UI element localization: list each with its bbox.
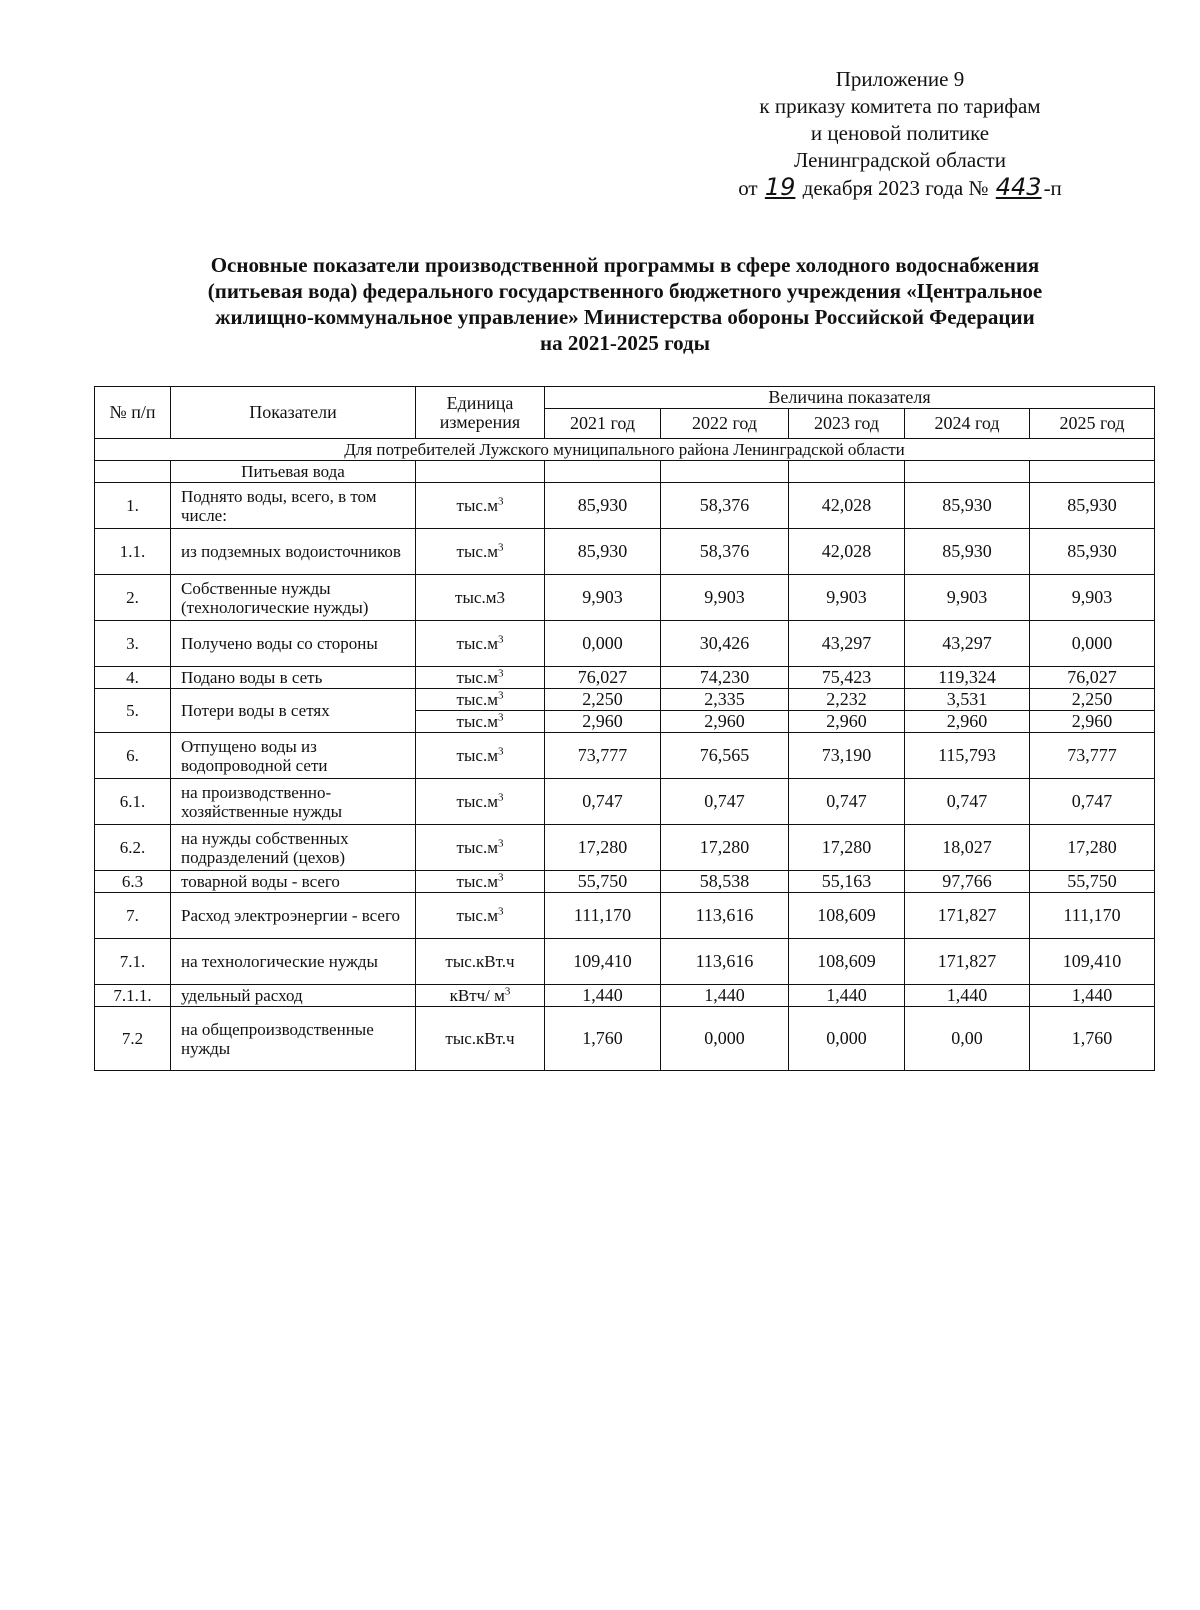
row-indicator: Получено воды со стороны: [171, 621, 416, 667]
unit-text: тыс.м: [456, 746, 498, 765]
row-unit: [416, 621, 545, 667]
row-value: 76,027: [545, 667, 661, 689]
indicators-table: [94, 386, 1155, 1071]
unit-superscript: 3: [497, 837, 504, 850]
table-row: [95, 779, 1155, 825]
row-value: 74,230: [661, 667, 789, 689]
row-unit: [416, 939, 545, 985]
table-row: [95, 871, 1155, 893]
row-value: 1,440: [661, 985, 789, 1007]
appendix-title: Приложение 9: [835, 67, 965, 91]
row-value: 0,747: [1030, 779, 1155, 825]
row-value: 1,440: [789, 985, 905, 1007]
row-unit: [416, 483, 545, 529]
row-value: 111,170: [545, 893, 661, 939]
unit-superscript: 3: [497, 689, 504, 702]
unit-text: тыс.м: [456, 668, 498, 687]
row-value: 108,609: [789, 893, 905, 939]
unit-text: тыс.м: [456, 872, 498, 891]
unit-superscript: 3: [497, 633, 504, 646]
appendix-order-line: к приказу комитета по тарифам: [759, 94, 1041, 118]
row-value: 30,426: [661, 621, 789, 667]
row-number: 7.2: [95, 1007, 171, 1071]
title-line-1: Основные показатели производственной программы в сфере холодного водоснабжения: [210, 253, 1040, 277]
row-value: 9,903: [789, 575, 905, 621]
handwritten-order-number: 443: [995, 173, 1042, 201]
unit-text: кВтч/ м: [449, 986, 505, 1005]
appendix-date-line: [700, 174, 1100, 202]
row-value: 9,903: [1030, 575, 1155, 621]
row-value: 85,930: [905, 483, 1030, 529]
row-value: 76,565: [661, 733, 789, 779]
unit-superscript: 3: [504, 985, 511, 998]
row-number: 6.: [95, 733, 171, 779]
row-number: 7.1.1.: [95, 985, 171, 1007]
unit-superscript: 3: [497, 541, 504, 554]
row-unit: [416, 733, 545, 779]
subsection-label: Питьевая вода: [171, 461, 416, 483]
unit-superscript: 3: [497, 495, 504, 508]
row-number: 6.1.: [95, 779, 171, 825]
row-value: 0,000: [1030, 621, 1155, 667]
header-year: 2022 год: [661, 409, 789, 439]
table-row: [95, 893, 1155, 939]
unit-text: тыс.м: [456, 634, 498, 653]
row-value: 17,280: [1030, 825, 1155, 871]
unit-text: тыс.м: [456, 838, 498, 857]
row-value: 73,777: [545, 733, 661, 779]
header-year: 2023 год: [789, 409, 905, 439]
date-middle: декабря 2023 года №: [802, 176, 989, 200]
date-prefix: от: [738, 176, 758, 200]
unit-superscript: 3: [497, 791, 504, 804]
row-value: 85,930: [1030, 483, 1155, 529]
unit-text: тыс.м: [456, 792, 498, 811]
table-row: [95, 733, 1155, 779]
row-value: 9,903: [661, 575, 789, 621]
row-value: 2,250: [1030, 689, 1155, 711]
row-value: 85,930: [905, 529, 1030, 575]
table-row: [95, 483, 1155, 529]
empty-cell: [905, 461, 1030, 483]
unit-text: тыс.м: [456, 690, 498, 709]
header-value-group: Величина показателя: [545, 387, 1155, 409]
unit-superscript: 3: [497, 871, 504, 884]
row-value: 73,190: [789, 733, 905, 779]
row-number: 5.: [95, 689, 171, 733]
row-indicator: на производственно-хозяйственные нужды: [171, 779, 416, 825]
row-value: 17,280: [661, 825, 789, 871]
empty-cell: [1030, 461, 1155, 483]
document-title: [100, 252, 1150, 356]
empty-cell: [545, 461, 661, 483]
row-number: 6.3: [95, 871, 171, 893]
table-row: [95, 667, 1155, 689]
unit-superscript: 3: [497, 711, 504, 724]
row-value: 0,747: [545, 779, 661, 825]
row-value: 2,250: [545, 689, 661, 711]
row-indicator: Потери воды в сетях: [171, 689, 416, 733]
row-value: 85,930: [1030, 529, 1155, 575]
row-value: 85,930: [545, 529, 661, 575]
table-row: [95, 985, 1155, 1007]
row-value: 2,960: [789, 711, 905, 733]
row-value: 1,440: [545, 985, 661, 1007]
row-value: 1,440: [905, 985, 1030, 1007]
row-value: 9,903: [905, 575, 1030, 621]
header-year: 2025 год: [1030, 409, 1155, 439]
unit-text: тыс.м: [456, 542, 498, 561]
appendix-committee-line: и ценовой политике: [810, 121, 990, 145]
row-number: 2.: [95, 575, 171, 621]
row-indicator: Собственные нужды (технологические нужды): [171, 575, 416, 621]
row-value: 0,000: [545, 621, 661, 667]
row-value: 1,760: [1030, 1007, 1155, 1071]
row-value: 0,00: [905, 1007, 1030, 1071]
row-value: 55,750: [545, 871, 661, 893]
row-unit: [416, 575, 545, 621]
row-number: 1.1.: [95, 529, 171, 575]
row-indicator: Подано воды в сеть: [171, 667, 416, 689]
row-value: 2,960: [661, 711, 789, 733]
table-row: [95, 689, 1155, 711]
row-indicator: из подземных водоисточников: [171, 529, 416, 575]
unit-text: тыс.м: [456, 496, 498, 515]
row-indicator: Поднято воды, всего, в том числе:: [171, 483, 416, 529]
row-value: 2,335: [661, 689, 789, 711]
handwritten-day: 19: [764, 173, 796, 201]
row-value: 0,747: [789, 779, 905, 825]
table-row: [95, 621, 1155, 667]
row-indicator: на технологические нужды: [171, 939, 416, 985]
row-value: 17,280: [545, 825, 661, 871]
appendix-region-line: Ленинградской области: [794, 148, 1006, 172]
table-row: [95, 529, 1155, 575]
row-unit: [416, 667, 545, 689]
row-value: 17,280: [789, 825, 905, 871]
row-number: 7.: [95, 893, 171, 939]
row-value: 119,324: [905, 667, 1030, 689]
appendix-header: [700, 66, 1100, 202]
table-row: [95, 575, 1155, 621]
unit-text: тыс.кВт.ч: [445, 952, 515, 971]
row-number: 1.: [95, 483, 171, 529]
row-value: 0,747: [661, 779, 789, 825]
title-line-2: (питьевая вода) федерального государственного бюджетного учреждения «Центральное: [207, 279, 1043, 303]
row-value: 58,376: [661, 529, 789, 575]
empty-cell: [789, 461, 905, 483]
row-value: 109,410: [545, 939, 661, 985]
row-value: 43,297: [905, 621, 1030, 667]
row-value: 111,170: [1030, 893, 1155, 939]
unit-superscript: 3: [497, 667, 504, 680]
header-indicator: Показатели: [171, 387, 416, 439]
header-year: 2021 год: [545, 409, 661, 439]
row-value: 58,538: [661, 871, 789, 893]
row-indicator: на общепроизводственные нужды: [171, 1007, 416, 1071]
header-year: 2024 год: [905, 409, 1030, 439]
row-value: 58,376: [661, 483, 789, 529]
row-value: 18,027: [905, 825, 1030, 871]
row-number: 4.: [95, 667, 171, 689]
row-value: 9,903: [545, 575, 661, 621]
empty-cell: [95, 461, 171, 483]
row-number: 3.: [95, 621, 171, 667]
unit-text: тыс.м: [456, 906, 498, 925]
row-value: 108,609: [789, 939, 905, 985]
unit-superscript: 3: [497, 745, 504, 758]
row-value: 113,616: [661, 893, 789, 939]
row-value: 2,232: [789, 689, 905, 711]
row-value: 0,000: [789, 1007, 905, 1071]
row-unit: [416, 871, 545, 893]
row-value: 109,410: [1030, 939, 1155, 985]
table-row: [95, 939, 1155, 985]
section-row: Для потребителей Лужского муниципального района Ленинградской области: [95, 439, 1155, 461]
row-value: 171,827: [905, 939, 1030, 985]
row-unit: [416, 985, 545, 1007]
table-row: [95, 1007, 1155, 1071]
row-number: 6.2.: [95, 825, 171, 871]
row-value: 43,297: [789, 621, 905, 667]
row-indicator: на нужды собственных подразделений (цехов): [171, 825, 416, 871]
unit-superscript: 3: [497, 905, 504, 918]
title-line-3: жилищно-коммунальное управление» Министерства обороны Российской Федерации: [215, 305, 1035, 329]
unit-text: тыс.м3: [455, 588, 505, 607]
row-unit: [416, 529, 545, 575]
unit-text: тыс.м: [456, 712, 498, 731]
row-unit: [416, 893, 545, 939]
row-value: 76,027: [1030, 667, 1155, 689]
empty-cell: [661, 461, 789, 483]
row-indicator: Расход электроэнергии - всего: [171, 893, 416, 939]
row-value: 0,747: [905, 779, 1030, 825]
row-value: 55,750: [1030, 871, 1155, 893]
row-value: 1,440: [1030, 985, 1155, 1007]
row-value: 73,777: [1030, 733, 1155, 779]
title-line-4: на 2021-2025 годы: [539, 331, 711, 355]
row-value: 2,960: [905, 711, 1030, 733]
row-value: 115,793: [905, 733, 1030, 779]
row-value: 1,760: [545, 1007, 661, 1071]
empty-cell: [416, 461, 545, 483]
row-unit: [416, 1007, 545, 1071]
row-value: 2,960: [1030, 711, 1155, 733]
row-value: 3,531: [905, 689, 1030, 711]
row-unit: [416, 689, 545, 711]
unit-text: тыс.кВт.ч: [445, 1029, 515, 1048]
row-value: 85,930: [545, 483, 661, 529]
row-unit: [416, 825, 545, 871]
row-value: 42,028: [789, 483, 905, 529]
row-value: 171,827: [905, 893, 1030, 939]
table-row: [95, 825, 1155, 871]
row-value: 75,423: [789, 667, 905, 689]
row-number: 7.1.: [95, 939, 171, 985]
row-value: 0,000: [661, 1007, 789, 1071]
row-unit: [416, 711, 545, 733]
row-value: 113,616: [661, 939, 789, 985]
header-unit: Единица измерения: [416, 387, 545, 439]
row-value: 97,766: [905, 871, 1030, 893]
row-indicator: товарной воды - всего: [171, 871, 416, 893]
row-value: 42,028: [789, 529, 905, 575]
row-value: 55,163: [789, 871, 905, 893]
header-num: № п/п: [95, 387, 171, 439]
row-value: 2,960: [545, 711, 661, 733]
row-indicator: Отпущено воды из водопроводной сети: [171, 733, 416, 779]
order-number-suffix: -п: [1043, 176, 1062, 200]
row-unit: [416, 779, 545, 825]
row-indicator: удельный расход: [171, 985, 416, 1007]
